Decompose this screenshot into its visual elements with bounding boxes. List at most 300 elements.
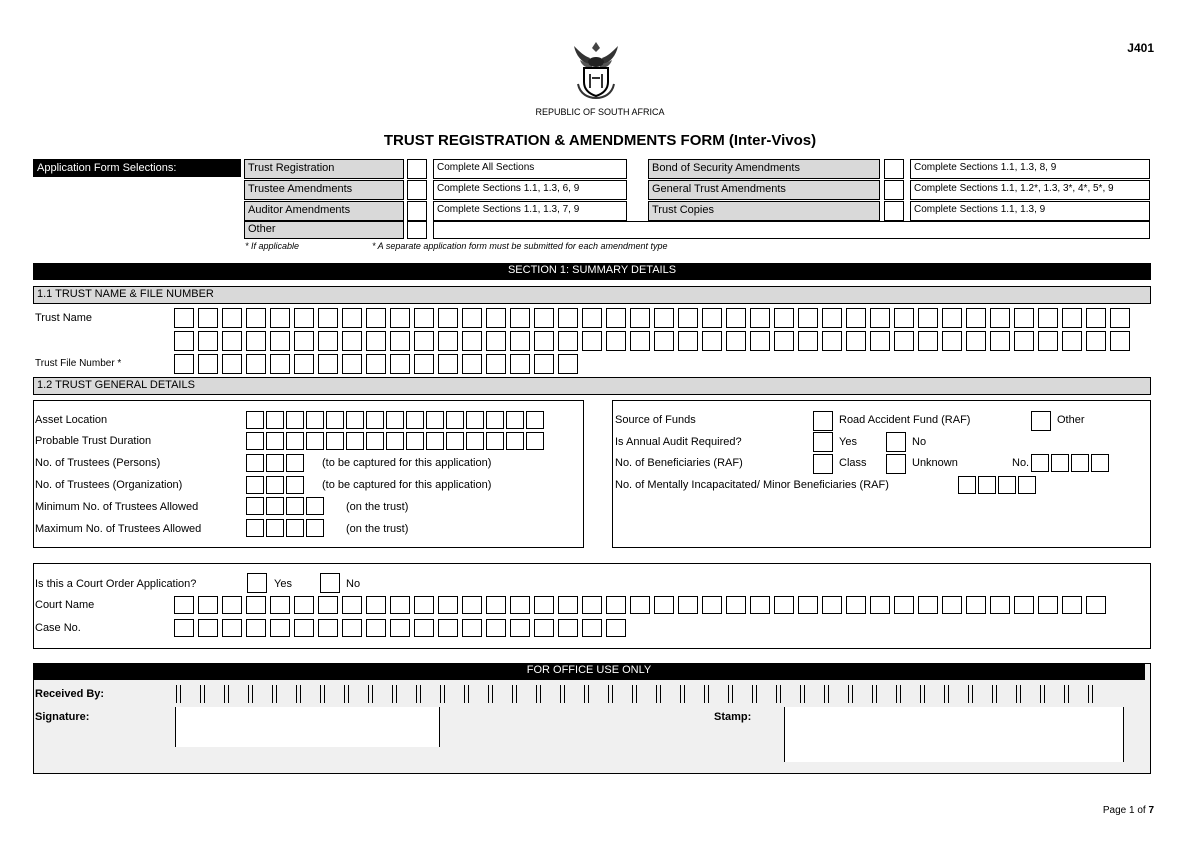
char-box[interactable]	[246, 331, 266, 351]
beneficiaries-no-label: No.	[1012, 457, 1030, 469]
char-box[interactable]	[1031, 454, 1049, 472]
char-box[interactable]	[990, 331, 1010, 351]
char-box[interactable]	[580, 685, 604, 703]
court-name-input[interactable]	[174, 596, 1106, 614]
char-box[interactable]	[306, 497, 324, 515]
char-box[interactable]	[246, 354, 266, 374]
char-box[interactable]	[1086, 596, 1106, 614]
char-box[interactable]	[390, 596, 410, 614]
char-box[interactable]	[510, 331, 530, 351]
char-box[interactable]	[486, 354, 506, 374]
char-box[interactable]	[606, 331, 626, 351]
char-box[interactable]	[462, 354, 482, 374]
char-box[interactable]	[846, 331, 866, 351]
char-box[interactable]	[506, 432, 524, 450]
char-box[interactable]	[270, 308, 290, 328]
char-box[interactable]	[244, 685, 268, 703]
char-box[interactable]	[286, 497, 304, 515]
trust-name-row-1[interactable]	[174, 308, 1130, 328]
char-box[interactable]	[796, 685, 820, 703]
char-box[interactable]	[326, 432, 344, 450]
trust-registration-checkbox[interactable]	[407, 159, 427, 179]
trust-registration-note: Complete All Sections	[433, 159, 627, 179]
char-box[interactable]	[868, 685, 892, 703]
char-box[interactable]	[510, 596, 530, 614]
trust-copies-checkbox[interactable]	[884, 201, 904, 221]
char-box[interactable]	[426, 411, 444, 429]
char-box[interactable]	[220, 685, 244, 703]
char-box[interactable]	[318, 619, 338, 637]
char-box[interactable]	[426, 432, 444, 450]
min-trustees-input[interactable]	[246, 497, 324, 515]
char-box[interactable]	[1062, 308, 1082, 328]
beneficiaries-label: No. of Beneficiaries (RAF)	[615, 457, 743, 469]
char-box[interactable]	[270, 331, 290, 351]
char-box[interactable]	[462, 596, 482, 614]
trust-name-row-2[interactable]	[174, 331, 1130, 351]
char-box[interactable]	[988, 685, 1012, 703]
footnote-separate-form: * A separate application form must be submitted for each amendment type	[372, 241, 668, 251]
char-box[interactable]	[174, 619, 194, 637]
char-box[interactable]	[846, 596, 866, 614]
char-box[interactable]	[1086, 308, 1106, 328]
char-box[interactable]	[246, 308, 266, 328]
char-box[interactable]	[966, 331, 986, 351]
char-box[interactable]	[726, 308, 746, 328]
char-box[interactable]	[966, 596, 986, 614]
char-box[interactable]	[270, 354, 290, 374]
char-box[interactable]	[318, 331, 338, 351]
char-box[interactable]	[510, 354, 530, 374]
char-box[interactable]	[894, 331, 914, 351]
char-box[interactable]	[918, 331, 938, 351]
char-box[interactable]	[246, 454, 264, 472]
char-box[interactable]	[510, 308, 530, 328]
char-box[interactable]	[1038, 596, 1058, 614]
char-box[interactable]	[246, 411, 264, 429]
trustees-persons-input[interactable]	[246, 454, 304, 472]
char-box[interactable]	[958, 476, 976, 494]
char-box[interactable]	[438, 331, 458, 351]
char-box[interactable]	[462, 331, 482, 351]
char-box[interactable]	[246, 497, 264, 515]
char-box[interactable]	[870, 308, 890, 328]
char-box[interactable]	[1086, 331, 1106, 351]
char-box[interactable]	[486, 411, 504, 429]
audit-yes-checkbox[interactable]	[813, 432, 833, 452]
char-box[interactable]	[438, 619, 458, 637]
char-box[interactable]	[556, 685, 580, 703]
char-box[interactable]	[510, 619, 530, 637]
char-box[interactable]	[1036, 685, 1060, 703]
general-trust-checkbox[interactable]	[884, 180, 904, 200]
char-box[interactable]	[1038, 331, 1058, 351]
char-box[interactable]	[606, 308, 626, 328]
char-box[interactable]	[630, 596, 650, 614]
char-box[interactable]	[870, 331, 890, 351]
section-1-1-header: 1.1 TRUST NAME & FILE NUMBER	[33, 286, 1151, 304]
char-box[interactable]	[1012, 685, 1036, 703]
char-box[interactable]	[1060, 685, 1084, 703]
char-box[interactable]	[414, 308, 434, 328]
unknown-checkbox[interactable]	[886, 454, 906, 474]
char-box[interactable]	[486, 596, 506, 614]
char-box[interactable]	[654, 331, 674, 351]
char-box[interactable]	[366, 596, 386, 614]
char-box[interactable]	[772, 685, 796, 703]
char-box[interactable]	[222, 308, 242, 328]
char-box[interactable]	[342, 308, 362, 328]
char-box[interactable]	[532, 685, 556, 703]
char-box[interactable]	[582, 596, 602, 614]
char-box[interactable]	[1091, 454, 1109, 472]
other-checkbox[interactable]	[407, 221, 427, 239]
char-box[interactable]	[798, 596, 818, 614]
char-box[interactable]	[390, 331, 410, 351]
char-box[interactable]	[266, 454, 284, 472]
char-box[interactable]	[630, 331, 650, 351]
raf-checkbox[interactable]	[813, 411, 833, 431]
char-box[interactable]	[286, 476, 304, 494]
char-box[interactable]	[774, 596, 794, 614]
char-box[interactable]	[942, 331, 962, 351]
char-box[interactable]	[446, 432, 464, 450]
option-trustee-amendments: Trustee Amendments	[244, 180, 404, 200]
char-box[interactable]	[198, 331, 218, 351]
char-box[interactable]	[630, 308, 650, 328]
char-box[interactable]	[270, 596, 290, 614]
char-box[interactable]	[1084, 685, 1108, 703]
char-box[interactable]	[266, 497, 284, 515]
char-box[interactable]	[1018, 476, 1036, 494]
char-box[interactable]	[892, 685, 916, 703]
char-box[interactable]	[294, 354, 314, 374]
char-box[interactable]	[364, 685, 388, 703]
char-box[interactable]	[506, 411, 524, 429]
char-box[interactable]	[990, 596, 1010, 614]
char-box[interactable]	[174, 308, 194, 328]
char-box[interactable]	[844, 685, 868, 703]
char-box[interactable]	[606, 619, 626, 637]
char-box[interactable]	[678, 331, 698, 351]
char-box[interactable]	[414, 354, 434, 374]
court-no-checkbox[interactable]	[320, 573, 340, 593]
asset-location-label: Asset Location	[35, 414, 108, 426]
minor-beneficiaries-label: No. of Mentally Incapacitated/ Minor Beneficiaries (RAF)	[615, 479, 889, 491]
char-box[interactable]	[438, 596, 458, 614]
char-box[interactable]	[534, 619, 554, 637]
max-trustees-input[interactable]	[246, 519, 324, 537]
trustee-amendments-note: Complete Sections 1.1, 1.3, 6, 9	[433, 180, 627, 200]
char-box[interactable]	[1062, 596, 1082, 614]
char-box[interactable]	[366, 354, 386, 374]
char-box[interactable]	[438, 308, 458, 328]
char-box[interactable]	[702, 596, 722, 614]
char-box[interactable]	[342, 354, 362, 374]
char-box[interactable]	[266, 476, 284, 494]
char-box[interactable]	[750, 331, 770, 351]
char-box[interactable]	[918, 596, 938, 614]
char-box[interactable]	[894, 308, 914, 328]
char-box[interactable]	[346, 432, 364, 450]
char-box[interactable]	[750, 308, 770, 328]
char-box[interactable]	[774, 308, 794, 328]
char-box[interactable]	[266, 411, 284, 429]
char-box[interactable]	[724, 685, 748, 703]
char-box[interactable]	[294, 619, 314, 637]
char-box[interactable]	[1110, 308, 1130, 328]
char-box[interactable]	[366, 411, 384, 429]
char-box[interactable]	[1038, 308, 1058, 328]
option-trust-registration: Trust Registration	[244, 159, 404, 179]
char-box[interactable]	[386, 411, 404, 429]
char-box[interactable]	[676, 685, 700, 703]
char-box[interactable]	[294, 308, 314, 328]
char-box[interactable]	[306, 519, 324, 537]
char-box[interactable]	[466, 432, 484, 450]
char-box[interactable]	[1051, 454, 1069, 472]
court-yes-checkbox[interactable]	[247, 573, 267, 593]
char-box[interactable]	[414, 619, 434, 637]
char-box[interactable]	[750, 596, 770, 614]
char-box[interactable]	[654, 308, 674, 328]
char-box[interactable]	[390, 619, 410, 637]
char-box[interactable]	[894, 596, 914, 614]
char-box[interactable]	[486, 331, 506, 351]
char-box[interactable]	[292, 685, 316, 703]
class-label: Class	[839, 457, 867, 469]
char-box[interactable]	[964, 685, 988, 703]
received-by-input[interactable]	[172, 685, 1108, 703]
char-box[interactable]	[196, 685, 220, 703]
char-box[interactable]	[198, 308, 218, 328]
char-box[interactable]	[198, 619, 218, 637]
char-box[interactable]	[998, 476, 1016, 494]
char-box[interactable]	[702, 308, 722, 328]
char-box[interactable]	[222, 354, 242, 374]
char-box[interactable]	[534, 354, 554, 374]
char-box[interactable]	[462, 308, 482, 328]
source-other-checkbox[interactable]	[1031, 411, 1051, 431]
char-box[interactable]	[286, 519, 304, 537]
audit-no-checkbox[interactable]	[886, 432, 906, 452]
char-box[interactable]	[534, 331, 554, 351]
char-box[interactable]	[340, 685, 364, 703]
char-box[interactable]	[342, 596, 362, 614]
option-bond-security: Bond of Security Amendments	[648, 159, 880, 179]
char-box[interactable]	[1014, 596, 1034, 614]
char-box[interactable]	[174, 354, 194, 374]
char-box[interactable]	[318, 596, 338, 614]
char-box[interactable]	[486, 308, 506, 328]
char-box[interactable]	[222, 619, 242, 637]
signature-label: Signature:	[35, 711, 90, 723]
char-box[interactable]	[558, 331, 578, 351]
char-box[interactable]	[406, 432, 424, 450]
office-use-header: FOR OFFICE USE ONLY	[33, 663, 1145, 680]
char-box[interactable]	[414, 596, 434, 614]
char-box[interactable]	[748, 685, 772, 703]
char-box[interactable]	[266, 519, 284, 537]
char-box[interactable]	[654, 596, 674, 614]
stamp-area[interactable]	[784, 707, 1124, 762]
char-box[interactable]	[366, 331, 386, 351]
char-box[interactable]	[918, 308, 938, 328]
char-box[interactable]	[484, 685, 508, 703]
char-box[interactable]	[174, 596, 194, 614]
char-box[interactable]	[436, 685, 460, 703]
trust-file-number-input[interactable]	[174, 354, 578, 374]
char-box[interactable]	[726, 331, 746, 351]
char-box[interactable]	[558, 619, 578, 637]
char-box[interactable]	[286, 411, 304, 429]
char-box[interactable]	[558, 308, 578, 328]
char-box[interactable]	[388, 685, 412, 703]
other-input[interactable]	[433, 221, 1150, 239]
selections-label: Application Form Selections:	[37, 162, 177, 174]
char-box[interactable]	[286, 454, 304, 472]
char-box[interactable]	[268, 685, 292, 703]
asset-location-input[interactable]	[246, 411, 544, 429]
char-box[interactable]	[342, 331, 362, 351]
char-box[interactable]	[1071, 454, 1089, 472]
char-box[interactable]	[678, 308, 698, 328]
char-box[interactable]	[390, 308, 410, 328]
auditor-amendments-checkbox[interactable]	[407, 201, 427, 221]
char-box[interactable]	[526, 411, 544, 429]
char-box[interactable]	[486, 619, 506, 637]
trust-duration-input[interactable]	[246, 432, 544, 450]
char-box[interactable]	[822, 596, 842, 614]
char-box[interactable]	[386, 432, 404, 450]
trustees-org-input[interactable]	[246, 476, 304, 494]
char-box[interactable]	[346, 411, 364, 429]
char-box[interactable]	[246, 519, 264, 537]
char-box[interactable]	[798, 308, 818, 328]
beneficiaries-number-input[interactable]	[1031, 454, 1109, 472]
char-box[interactable]	[534, 596, 554, 614]
char-box[interactable]	[246, 432, 264, 450]
char-box[interactable]	[582, 331, 602, 351]
char-box[interactable]	[486, 432, 504, 450]
char-box[interactable]	[1110, 331, 1130, 351]
char-box[interactable]	[326, 411, 344, 429]
char-box[interactable]	[390, 354, 410, 374]
char-box[interactable]	[798, 331, 818, 351]
signature-input[interactable]	[175, 707, 440, 747]
char-box[interactable]	[172, 685, 196, 703]
char-box[interactable]	[266, 432, 284, 450]
char-box[interactable]	[366, 308, 386, 328]
trustee-amendments-checkbox[interactable]	[407, 180, 427, 200]
char-box[interactable]	[222, 596, 242, 614]
char-box[interactable]	[306, 411, 324, 429]
char-box[interactable]	[726, 596, 746, 614]
char-box[interactable]	[870, 596, 890, 614]
char-box[interactable]	[198, 596, 218, 614]
char-box[interactable]	[246, 619, 266, 637]
char-box[interactable]	[820, 685, 844, 703]
char-box[interactable]	[990, 308, 1010, 328]
option-auditor-amendments: Auditor Amendments	[244, 201, 404, 221]
char-box[interactable]	[940, 685, 964, 703]
char-box[interactable]	[558, 596, 578, 614]
char-box[interactable]	[978, 476, 996, 494]
trustees-org-label: No. of Trustees (Organization)	[35, 479, 183, 491]
char-box[interactable]	[342, 619, 362, 637]
char-box[interactable]	[700, 685, 724, 703]
char-box[interactable]	[604, 685, 628, 703]
char-box[interactable]	[652, 685, 676, 703]
char-box[interactable]	[366, 432, 384, 450]
char-box[interactable]	[822, 308, 842, 328]
char-box[interactable]	[222, 331, 242, 351]
char-box[interactable]	[246, 476, 264, 494]
raf-label: Road Accident Fund (RAF)	[839, 414, 971, 426]
char-box[interactable]	[412, 685, 436, 703]
bond-security-note: Complete Sections 1.1, 1.3, 8, 9	[910, 159, 1150, 179]
char-box[interactable]	[558, 354, 578, 374]
bond-security-checkbox[interactable]	[884, 159, 904, 179]
char-box[interactable]	[774, 331, 794, 351]
char-box[interactable]	[246, 596, 266, 614]
char-box[interactable]	[318, 354, 338, 374]
char-box[interactable]	[366, 619, 386, 637]
char-box[interactable]	[582, 619, 602, 637]
char-box[interactable]	[438, 354, 458, 374]
char-box[interactable]	[460, 685, 484, 703]
char-box[interactable]	[606, 596, 626, 614]
char-box[interactable]	[942, 308, 962, 328]
char-box[interactable]	[270, 619, 290, 637]
case-no-input[interactable]	[174, 619, 626, 637]
char-box[interactable]	[822, 331, 842, 351]
char-box[interactable]	[702, 331, 722, 351]
court-order-question: Is this a Court Order Application?	[35, 578, 197, 590]
char-box[interactable]	[966, 308, 986, 328]
char-box[interactable]	[406, 411, 424, 429]
char-box[interactable]	[318, 308, 338, 328]
char-box[interactable]	[174, 331, 194, 351]
char-box[interactable]	[846, 308, 866, 328]
char-box[interactable]	[1014, 331, 1034, 351]
char-box[interactable]	[534, 308, 554, 328]
char-box[interactable]	[446, 411, 464, 429]
court-yes-label: Yes	[274, 578, 292, 590]
char-box[interactable]	[316, 685, 340, 703]
char-box[interactable]	[306, 432, 324, 450]
char-box[interactable]	[678, 596, 698, 614]
char-box[interactable]	[466, 411, 484, 429]
char-box[interactable]	[628, 685, 652, 703]
trustees-persons-note: (to be captured for this application)	[322, 457, 492, 469]
char-box[interactable]	[1014, 308, 1034, 328]
char-box[interactable]	[582, 308, 602, 328]
char-box[interactable]	[942, 596, 962, 614]
char-box[interactable]	[198, 354, 218, 374]
char-box[interactable]	[462, 619, 482, 637]
char-box[interactable]	[526, 432, 544, 450]
char-box[interactable]	[1062, 331, 1082, 351]
char-box[interactable]	[916, 685, 940, 703]
minor-beneficiaries-input[interactable]	[958, 476, 1036, 494]
char-box[interactable]	[294, 331, 314, 351]
char-box[interactable]	[286, 432, 304, 450]
class-checkbox[interactable]	[813, 454, 833, 474]
char-box[interactable]	[508, 685, 532, 703]
char-box[interactable]	[414, 331, 434, 351]
char-box[interactable]	[294, 596, 314, 614]
